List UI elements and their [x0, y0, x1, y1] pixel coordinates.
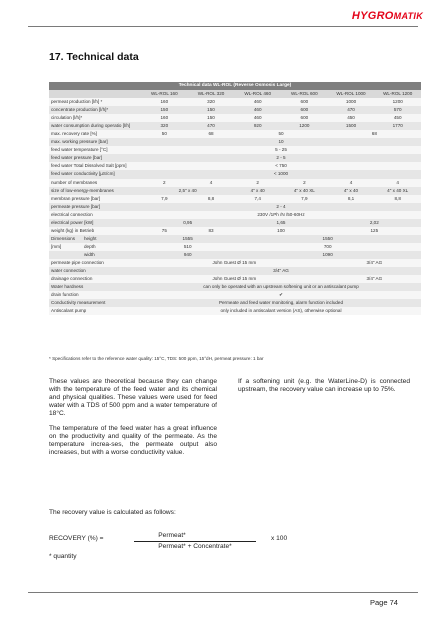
table-row — [49, 219, 421, 227]
table-cell: 460 — [253, 115, 262, 121]
table-cell: 2 — [303, 179, 306, 185]
page-number: Page 74 — [370, 598, 398, 607]
table-cell: 7,9 — [301, 195, 308, 201]
model-header: WL-ROL 320 — [197, 91, 225, 96]
formula-lhs: RECOVERY (%) = — [49, 535, 104, 542]
table-row — [49, 162, 421, 170]
table-cell: 1200 — [392, 99, 403, 105]
row-label: feed water temperature [°C] — [51, 147, 108, 153]
table-cell: 4" x 40 — [250, 187, 265, 193]
table-cell: 4 — [349, 179, 353, 185]
table-cell: 4" x 40 XL — [293, 187, 315, 193]
table-cell: 320 — [207, 99, 215, 105]
table-cell: only included in antiscalant version (AS), otherwise optional — [220, 308, 342, 314]
row-label: [mm] depth — [51, 243, 96, 249]
row-label: feed water Total Dissolved Salt [ppm] — [51, 163, 127, 169]
table-cell: 600 — [300, 107, 309, 113]
model-header: WL-ROL 460 — [244, 91, 271, 96]
table-cell: 160 — [160, 115, 169, 121]
table-row — [49, 259, 421, 267]
calc-intro: The recovery value is calculated as follows: — [49, 509, 176, 516]
row-label: Water hardness — [51, 284, 84, 290]
table-cell: 3/4" AG — [366, 259, 383, 265]
formula-multiplier: x 100 — [271, 535, 288, 542]
table-row — [49, 267, 421, 275]
table-cell: 7,9 — [161, 195, 168, 201]
table-row — [49, 122, 421, 130]
table-cell: 75 — [161, 227, 167, 233]
table-row — [49, 114, 421, 122]
table-cell: 3/4" AG — [273, 268, 289, 274]
row-label: width — [84, 251, 95, 257]
row-label: electrical connection — [51, 211, 93, 217]
table-cell: 4" x 40 XL — [387, 187, 409, 193]
table-cell: 1000 — [345, 99, 357, 105]
table-cell: < 1000 — [273, 171, 289, 177]
model-header: WL-ROL 1200 — [383, 91, 413, 96]
model-header: WL-ROL 160 — [151, 91, 178, 96]
table-cell: 8,8 — [394, 195, 401, 201]
recovery-formula — [49, 532, 309, 552]
table-cell: 1500 — [345, 123, 357, 129]
row-label: Dimensions height — [51, 235, 97, 241]
table-footnote: * Specifications refer to the reference water quality: 15°C, TDS: 500 ppm, 15°dH, permeat pressure: 1 bar — [49, 356, 264, 361]
table-cell: 920 — [253, 123, 262, 129]
table-cell: 150 — [207, 107, 215, 113]
table-cell: can only be operated with an upstream softening unit or an antiscalant pump — [203, 284, 359, 290]
table-cell: 10 — [278, 139, 284, 145]
table-cell: 150 — [207, 115, 215, 121]
check-icon: ✔ — [279, 292, 283, 298]
table-cell: 4 — [209, 179, 213, 185]
header-divider — [28, 26, 418, 27]
table-cell: 5 - 25 — [275, 147, 287, 153]
table-cell: 83 — [208, 227, 214, 233]
table-cell: 1090 — [322, 251, 333, 257]
table-cell: 4 — [396, 179, 399, 185]
model-header: WL-ROL 1000 — [336, 91, 366, 96]
table-cell: 68 — [208, 131, 214, 137]
table-cell: < 750 — [275, 163, 287, 169]
table-row — [49, 307, 421, 315]
table-cell: 460 — [253, 99, 262, 105]
table-cell: 450 — [347, 115, 355, 121]
table-cell: John Guest Ø 15 mm — [212, 276, 257, 282]
table-cell: 460 — [253, 107, 262, 113]
table-cell: John Guest Ø 15 mm — [212, 259, 257, 265]
table-header-row — [49, 90, 421, 98]
row-label: permeate pipe connection — [51, 259, 104, 265]
row-label: weight (kg) in Betrieb — [51, 227, 95, 233]
table-cell: 570 — [393, 107, 402, 113]
paragraph: If a softening unit (e.g. the WaterLine-D) is connected upstream, the recovery value can increase up to 75%. — [238, 378, 410, 393]
table-row — [49, 251, 421, 259]
table-cell: 1770 — [392, 123, 403, 129]
row-label: Antiscalant pump — [51, 308, 87, 314]
table-row — [49, 283, 421, 291]
table-cell: 470 — [347, 107, 355, 113]
table-cell: 1200 — [299, 123, 310, 129]
row-label: water consumption during operatio [l/h] — [51, 123, 131, 129]
table-row — [49, 203, 421, 211]
row-label: permeat production [l/h] * — [51, 99, 103, 105]
paragraph: These values are theoretical because they can change with the temperature of the feed water and its chemical and physical qualities. These values were used for feed water with a TDS of 500 ppm and a water temperature of 18°C. — [49, 378, 217, 417]
table-row — [49, 146, 421, 154]
table-row — [49, 138, 421, 146]
table-cell: 940 — [183, 251, 192, 257]
table-cell: 2 — [256, 179, 259, 185]
table-cell: 700 — [323, 243, 332, 249]
table-cell: 125 — [370, 227, 379, 233]
table-cell: 2 - 5 — [276, 155, 286, 161]
formula-denominator: Permeat* + Concentrate* — [158, 543, 232, 550]
table-cell: 600 — [300, 115, 309, 121]
row-label: feed water conductivity [µS/cm] — [51, 171, 115, 177]
table-cell: 2 — [163, 179, 166, 185]
table-cell: 50 — [161, 131, 167, 137]
table-cell: 160 — [160, 99, 169, 105]
technical-data-table — [49, 82, 421, 315]
table-cell: 68 — [371, 131, 377, 137]
body-left-column — [49, 378, 217, 464]
row-label: size of low-energy-membranes — [51, 187, 114, 193]
table-body — [49, 90, 421, 315]
table-cell: 3/4" AG — [366, 276, 383, 282]
section-title: 17. Technical data — [49, 51, 139, 63]
table-cell: 50 — [278, 131, 284, 137]
table-row — [49, 299, 421, 307]
table-row — [49, 98, 421, 106]
paragraph: The temperature of the feed water has a great influence on the productivity and quality of the permeate. As the temperature increa-ses, the permeate output also increases, but with a worse conductivity value. — [49, 425, 217, 456]
row-label: drain function — [51, 292, 79, 298]
table-cell: 8,1 — [347, 195, 355, 201]
table-row — [49, 291, 421, 299]
formula-numerator: Permeat* — [158, 532, 186, 539]
row-label: electrical power [kW] — [51, 219, 94, 225]
table-cell: 320 — [160, 123, 169, 129]
table-row — [49, 179, 421, 187]
row-label: water connection — [51, 268, 86, 274]
table-cell: 1550 — [322, 235, 333, 241]
table-row — [49, 211, 421, 219]
row-label: Conductivity measurement — [51, 300, 106, 306]
table-row — [49, 187, 421, 195]
table-cell: Permeate and feed water monitoring, alarm function included — [218, 300, 344, 306]
table-cell: 8,8 — [207, 195, 215, 201]
table-cell: 510 — [183, 243, 192, 249]
table-row — [49, 227, 421, 235]
row-label: concentrate production [l/h]* — [51, 107, 109, 113]
table-cell: 470 — [207, 123, 215, 129]
row-label: feed water pressure [bar] — [51, 155, 103, 161]
table-row — [49, 130, 421, 138]
table-row — [49, 235, 421, 243]
table-cell: 2,02 — [369, 219, 379, 225]
table-cell: 230V /1Ph /N /50-60Hz — [257, 211, 305, 217]
quantity-note: * quantity — [49, 553, 77, 560]
row-label: circulation [l/h]* — [51, 115, 83, 121]
table-row — [49, 243, 421, 251]
row-label: membran pressure [bar] — [51, 195, 101, 201]
table-row — [49, 170, 421, 178]
table-title: Technical data WL-ROL (Reverse Osmosis Large) — [49, 82, 421, 90]
body-right-column — [238, 378, 410, 401]
table-row — [49, 275, 421, 283]
table-row — [49, 106, 421, 114]
table-cell: 0,95 — [183, 219, 193, 225]
table-row — [49, 154, 421, 162]
row-label: max. recovery rate [%] — [51, 131, 97, 137]
table-cell: 150 — [160, 107, 169, 113]
table-cell: 2 - 4 — [276, 203, 286, 209]
table-cell: 1,65 — [276, 219, 286, 225]
row-label: drainage connection — [51, 276, 93, 282]
table-cell: 600 — [300, 99, 309, 105]
footer-divider — [28, 592, 418, 593]
table-cell: 4" x 40 — [343, 187, 359, 193]
table-cell: 1555 — [182, 235, 193, 241]
hygromatik-logo: HYGROMATIK — [351, 10, 423, 22]
table-cell: 2,5" x 40 — [178, 187, 197, 193]
fraction-bar — [134, 541, 256, 542]
row-label: number of membranes — [51, 179, 98, 185]
table-row — [49, 195, 421, 203]
row-label: max. working pressure [bar] — [51, 139, 108, 145]
model-header: WL-ROL 600 — [291, 91, 318, 96]
table-cell: 7,4 — [254, 195, 261, 201]
table-cell: 100 — [277, 227, 285, 233]
table-cell: 450 — [393, 115, 402, 121]
row-label: permeate pressure [bar] — [51, 203, 101, 209]
